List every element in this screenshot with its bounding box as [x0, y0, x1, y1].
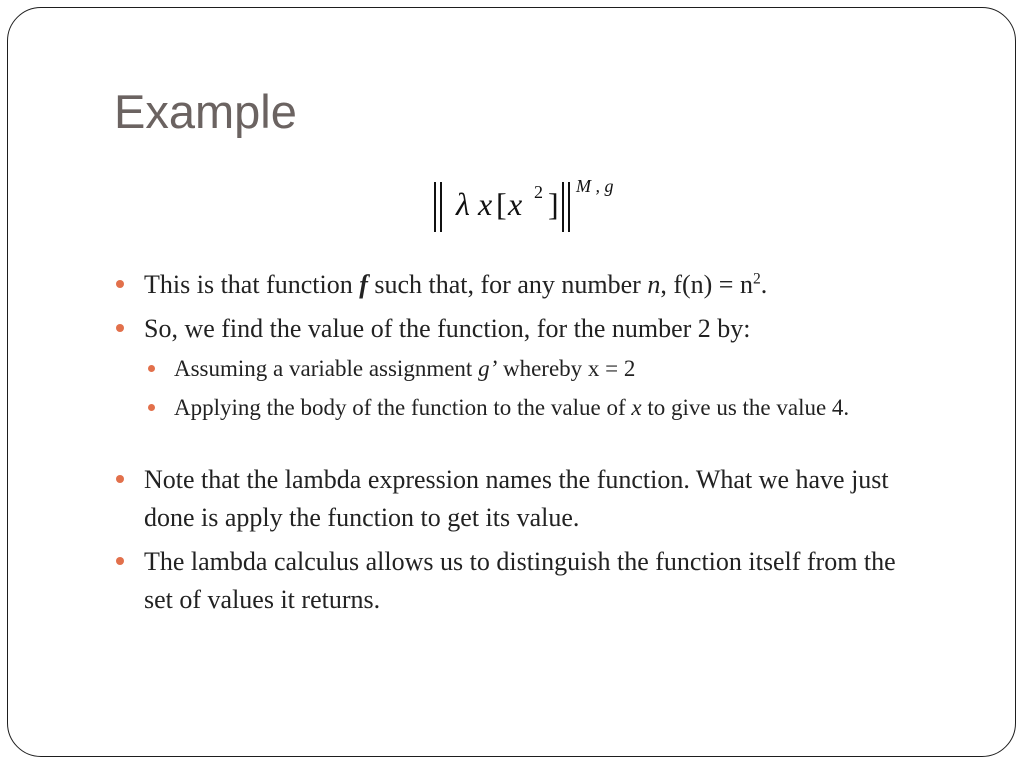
f-symbol: f — [359, 270, 368, 299]
bullet-text: Note that the lambda expression names the function. What we have just done is apply the function to get its value. — [144, 465, 889, 532]
sub-bullet-item — [148, 352, 916, 385]
bullet-item — [116, 543, 916, 619]
bullet-item — [116, 461, 916, 537]
formula-bound-var: x — [478, 186, 493, 222]
formula-base: x — [508, 186, 523, 222]
bullet-marker — [116, 557, 124, 565]
bullet-marker — [116, 324, 124, 332]
n-symbol: n — [647, 270, 661, 299]
formula-close-bracket: ] — [548, 186, 559, 222]
norm-bar-right-outer — [568, 182, 570, 232]
g-symbol: g’ — [478, 356, 498, 381]
norm-bar-left-inner — [440, 182, 442, 232]
norm-bar-left-outer — [434, 182, 436, 232]
formula-superscript: M , g — [576, 176, 614, 196]
slide-title: Example — [114, 85, 297, 138]
bullet-marker — [116, 280, 124, 288]
x-symbol: x — [631, 395, 642, 420]
bullet-text: So, we find the value of the function, for the number 2 by: — [144, 314, 751, 343]
bullet-item — [116, 266, 916, 304]
norm-bar-right-inner — [562, 182, 564, 232]
bullet-text: . — [760, 270, 768, 299]
bullet-text: The lambda calculus allows us to distinguish the function itself from the set of values it returns. — [144, 547, 896, 614]
bullet-marker — [148, 404, 155, 411]
bullet-text: to give us the value 4. — [641, 395, 850, 420]
exponent: 2 — [752, 270, 761, 288]
formula-open-bracket: [ — [496, 186, 507, 222]
bullet-text: Applying the body of the function to the value of — [174, 395, 632, 420]
bullet-text: Assuming a variable assignment — [174, 356, 479, 381]
bullet-marker — [148, 365, 155, 372]
formula-lambda: λ — [456, 186, 470, 222]
bullet-item — [116, 310, 916, 348]
sub-bullet-item — [148, 391, 916, 424]
bullet-text: whereby x = 2 — [497, 356, 636, 381]
bullet-text: This is that function — [144, 270, 360, 299]
formula-exponent: 2 — [534, 182, 543, 202]
bullet-text: such that, for any number — [367, 270, 648, 299]
bullet-list — [116, 266, 916, 619]
bullet-text: , f(n) = n — [660, 270, 753, 299]
bullet-marker — [116, 475, 124, 483]
